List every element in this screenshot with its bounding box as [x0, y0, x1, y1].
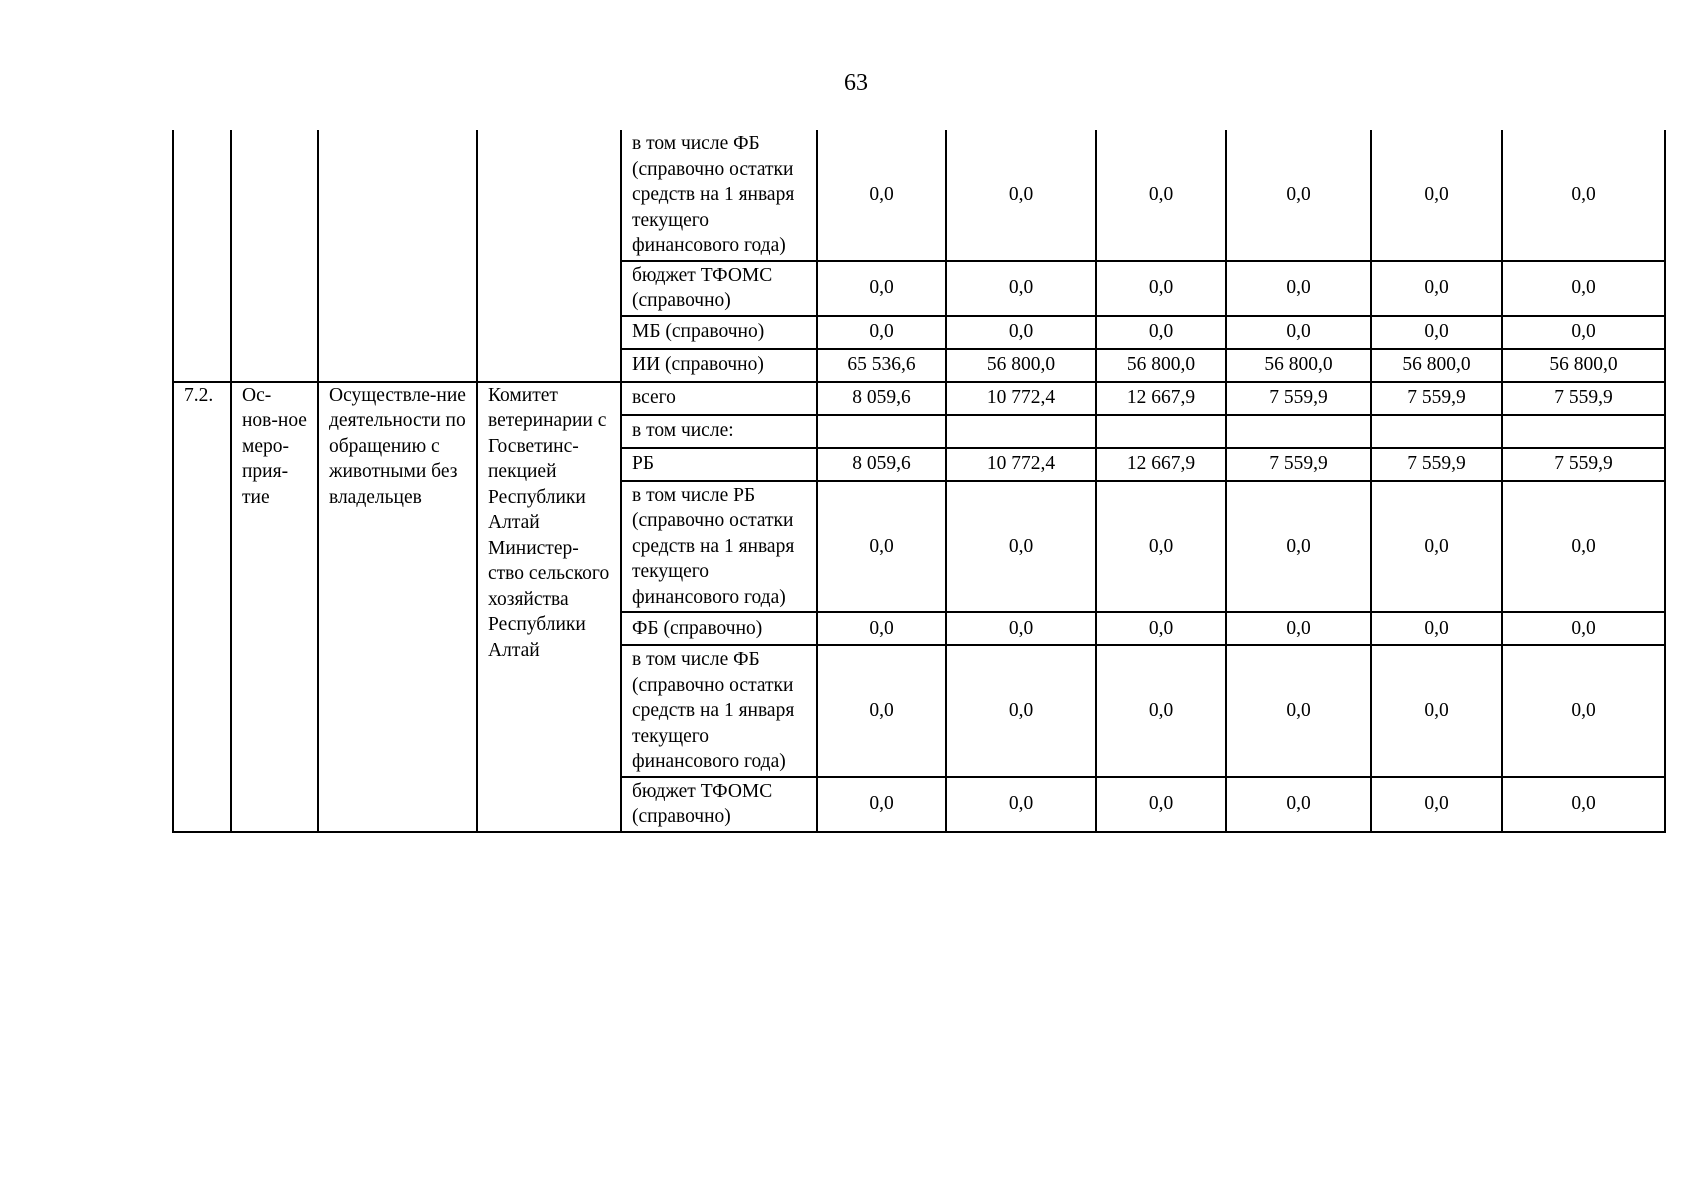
- source-cell: в том числе РБ (справочно остатки средств на 1 января текущего финансового года): [621, 481, 817, 613]
- value-cell: 56 800,0: [1502, 349, 1665, 382]
- value-cell: 0,0: [817, 261, 946, 316]
- value-cell: [1502, 415, 1665, 448]
- value-cell: 56 800,0: [1096, 349, 1226, 382]
- value-cell: 0,0: [1502, 261, 1665, 316]
- measure-name: Осуществле-ние деятельности по обращению с животными без владельцев: [318, 382, 477, 832]
- value-cell: 56 800,0: [946, 349, 1096, 382]
- source-cell: в том числе:: [621, 415, 817, 448]
- source-cell: бюджет ТФОМС (справочно): [621, 261, 817, 316]
- value-cell: 0,0: [1371, 130, 1502, 261]
- measure-number: 7.2.: [173, 382, 231, 832]
- value-cell: 7 559,9: [1226, 448, 1371, 481]
- source-cell: ИИ (справочно): [621, 349, 817, 382]
- source-cell: ФБ (справочно): [621, 612, 817, 645]
- value-cell: 0,0: [1226, 316, 1371, 349]
- value-cell: 0,0: [1502, 130, 1665, 261]
- value-cell: 0,0: [1096, 261, 1226, 316]
- value-cell: 0,0: [946, 481, 1096, 613]
- value-cell: 0,0: [817, 612, 946, 645]
- value-cell: 8 059,6: [817, 382, 946, 415]
- value-cell: 0,0: [1226, 481, 1371, 613]
- budget-table: [172, 130, 1666, 833]
- source-cell: в том числе ФБ (справочно остатки средств на 1 января текущего финансового года): [621, 130, 817, 261]
- source-cell: всего: [621, 382, 817, 415]
- value-cell: 0,0: [1371, 316, 1502, 349]
- value-cell: 0,0: [1226, 645, 1371, 777]
- value-cell: 0,0: [1371, 777, 1502, 832]
- value-cell: [946, 415, 1096, 448]
- value-cell: 0,0: [1502, 612, 1665, 645]
- carry-name-cell: [318, 130, 477, 382]
- measure-executor: Комитет ветеринарии с Госветинс-пекцией Республики Алтай Министер-ство сельского хозяйства Республики Алтай: [477, 382, 621, 832]
- value-cell: 0,0: [946, 261, 1096, 316]
- value-cell: 0,0: [946, 130, 1096, 261]
- value-cell: 0,0: [1226, 261, 1371, 316]
- value-cell: 0,0: [946, 645, 1096, 777]
- value-cell: 0,0: [1096, 316, 1226, 349]
- value-cell: 7 559,9: [1371, 382, 1502, 415]
- value-cell: 0,0: [1371, 645, 1502, 777]
- value-cell: 0,0: [1502, 316, 1665, 349]
- value-cell: 0,0: [946, 612, 1096, 645]
- value-cell: 0,0: [1096, 612, 1226, 645]
- value-cell: 56 800,0: [1371, 349, 1502, 382]
- value-cell: 0,0: [1502, 777, 1665, 832]
- value-cell: 0,0: [1226, 777, 1371, 832]
- value-cell: 56 800,0: [1226, 349, 1371, 382]
- value-cell: 0,0: [1502, 481, 1665, 613]
- source-cell: РБ: [621, 448, 817, 481]
- value-cell: 10 772,4: [946, 448, 1096, 481]
- value-cell: 0,0: [1096, 130, 1226, 261]
- table-row: [173, 130, 1665, 261]
- value-cell: 65 536,6: [817, 349, 946, 382]
- value-cell: 7 559,9: [1371, 448, 1502, 481]
- value-cell: 0,0: [1096, 645, 1226, 777]
- value-cell: [817, 415, 946, 448]
- value-cell: 0,0: [1502, 645, 1665, 777]
- value-cell: 0,0: [946, 316, 1096, 349]
- value-cell: 0,0: [1096, 481, 1226, 613]
- measure-type: Ос-нов-ное меро-прия-тие: [231, 382, 318, 832]
- source-cell: в том числе ФБ (справочно остатки средств на 1 января текущего финансового года): [621, 645, 817, 777]
- value-cell: 0,0: [817, 316, 946, 349]
- value-cell: 0,0: [817, 130, 946, 261]
- carry-number-cell: [173, 130, 231, 382]
- carry-type-cell: [231, 130, 318, 382]
- value-cell: 0,0: [817, 481, 946, 613]
- value-cell: 0,0: [1096, 777, 1226, 832]
- table-row: [173, 382, 1665, 415]
- value-cell: 0,0: [817, 777, 946, 832]
- source-cell: МБ (справочно): [621, 316, 817, 349]
- carry-executor-cell: [477, 130, 621, 382]
- value-cell: 0,0: [1226, 612, 1371, 645]
- value-cell: [1096, 415, 1226, 448]
- value-cell: 0,0: [1371, 612, 1502, 645]
- value-cell: 7 559,9: [1502, 382, 1665, 415]
- value-cell: 0,0: [1371, 261, 1502, 316]
- value-cell: 0,0: [1371, 481, 1502, 613]
- value-cell: 12 667,9: [1096, 382, 1226, 415]
- value-cell: 0,0: [946, 777, 1096, 832]
- page-number: 63: [844, 70, 868, 96]
- value-cell: [1371, 415, 1502, 448]
- value-cell: 7 559,9: [1226, 382, 1371, 415]
- value-cell: 0,0: [1226, 130, 1371, 261]
- value-cell: 7 559,9: [1502, 448, 1665, 481]
- value-cell: 12 667,9: [1096, 448, 1226, 481]
- value-cell: 8 059,6: [817, 448, 946, 481]
- value-cell: 0,0: [817, 645, 946, 777]
- value-cell: [1226, 415, 1371, 448]
- source-cell: бюджет ТФОМС (справочно): [621, 777, 817, 832]
- value-cell: 10 772,4: [946, 382, 1096, 415]
